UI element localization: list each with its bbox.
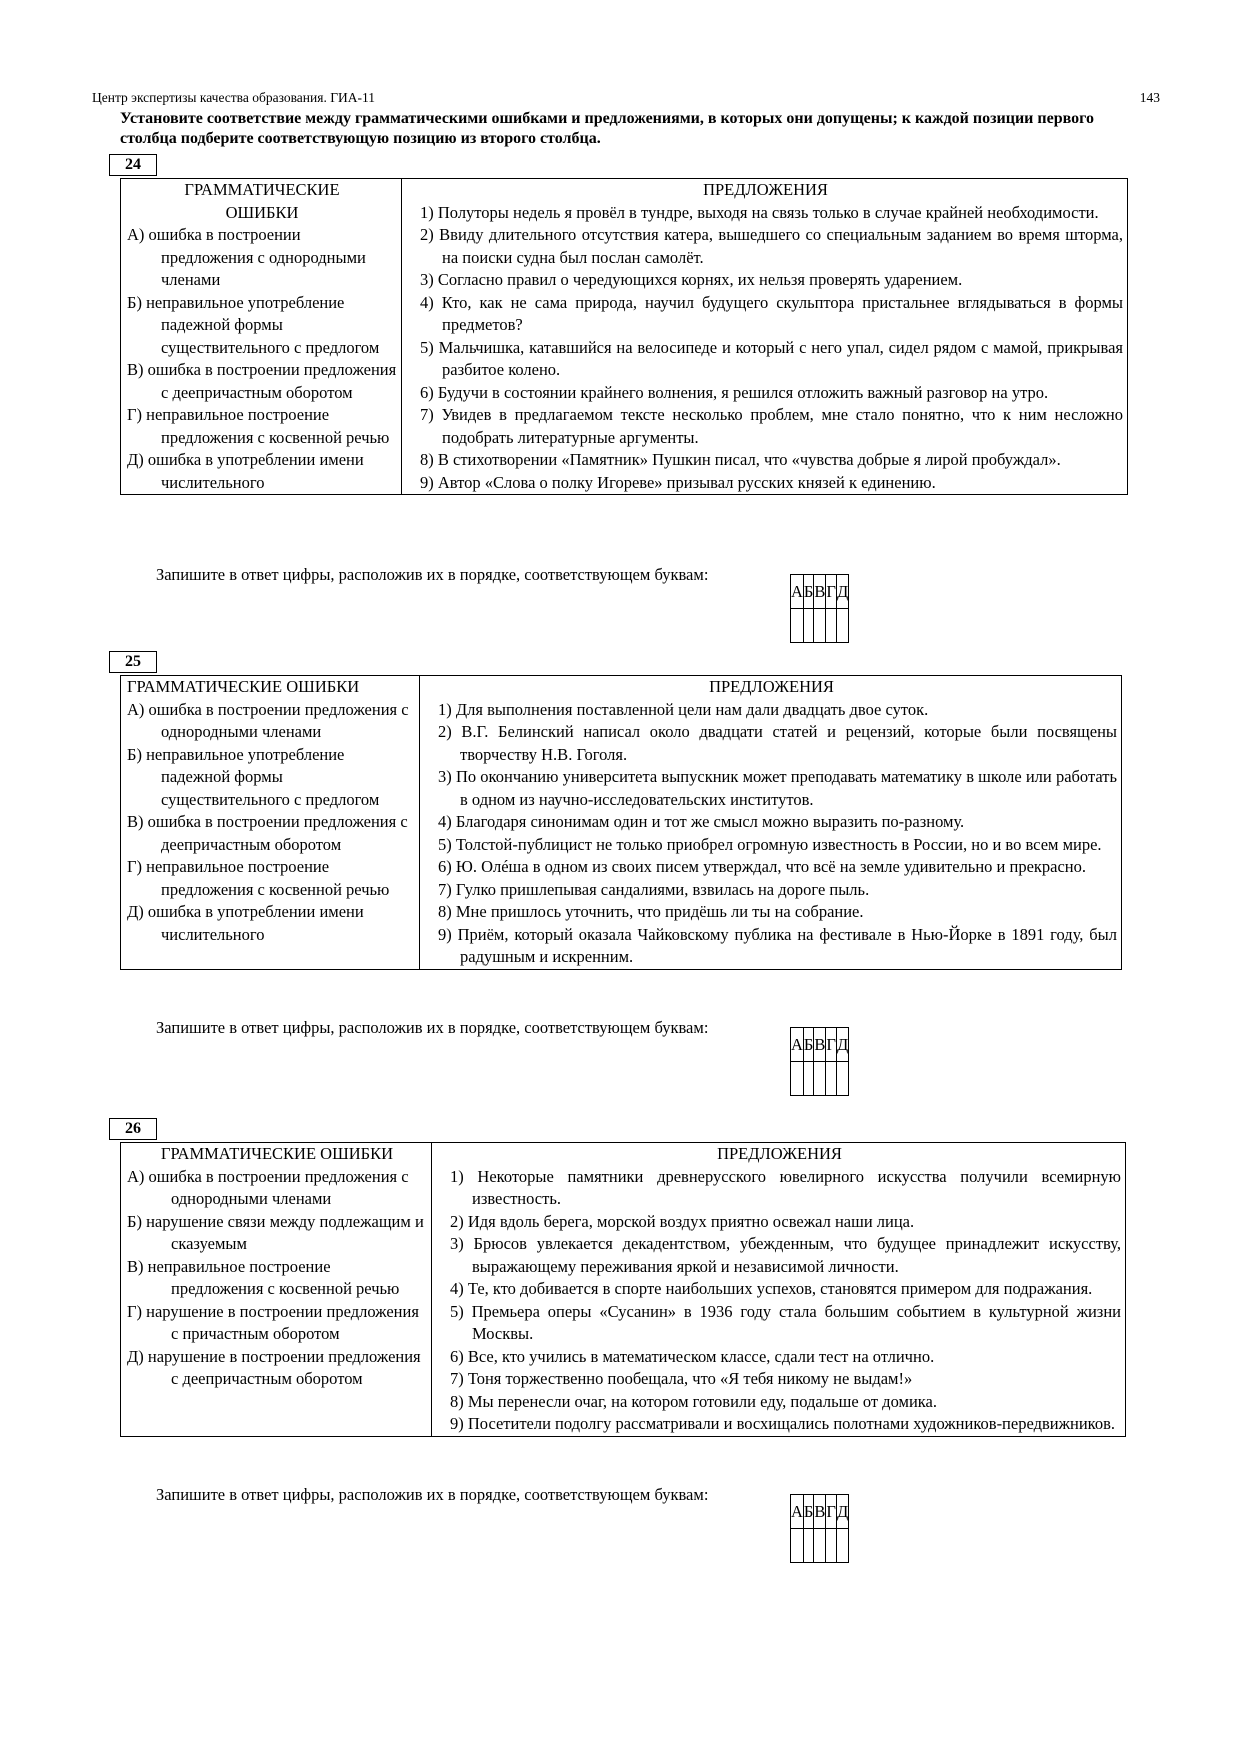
sentence-item: 5) Мальчишка, катавшийся на велосипеде и который с него упал, сидел рядом с мамой, прикрывая разбитое колено. [420,337,1123,379]
sentence-item: 8) Мы перенесли очаг, на котором готовили еду, подальше от домика. [450,1391,937,1411]
answer-prompt: Запишите в ответ цифры, расположив их в порядке, соответствующем буквам: [156,1018,709,1037]
sentences-column [432,1143,1126,1437]
answer-letter: Г [826,1495,837,1529]
answer-cell-v[interactable] [814,1062,826,1096]
sentence-item: 8) В стихотворении «Памятник» Пушкин писал, что «чувства добрые я лирой пробуждал». [420,450,1061,469]
error-item: В) неправильное построение предложения с косвенной речью [127,1256,400,1298]
sentence-item: 1) Некоторые памятники древнерусского ювелирного искусства получили всемирную известность. [450,1166,1121,1208]
errors-column [121,179,402,495]
sentence-item: 2) Идя вдоль берега, морской воздух приятно освежал наши лица. [450,1211,915,1231]
task-instruction: Установите соответствие между грамматическими ошибками и предложениями, в которых они допущены; к каждой позиции первого столбца подберите соответствующую позицию из второго столбца. [120,110,1095,147]
sentence-item: 2) Ввиду длительного отсутствия катера, вышедшего со специальным заданием во время шторма, на поиски судна был послан самолёт. [420,225,1123,267]
error-item: Б) неправильное употребление падежной формы существительного с предлогом [127,292,380,357]
sentence-item: 1) Для выполнения поставленной цели нам дали двадцать двое суток. [438,699,929,719]
errors-column-header: ГРАММАТИЧЕСКИЕ ОШИБКИ [160,1144,394,1163]
error-item: Д) ошибка в употреблении имени числительного [127,902,364,944]
sentence-item: 1) Полуторы недель я провёл в тундре, выходя на связь только в случае крайней необходимости. [420,202,1099,222]
error-item: Г) неправильное построение предложения с косвенной речью [127,405,390,447]
error-item: В) ошибка в построении предложения с деепричастным оборотом [127,360,397,402]
answer-cell-a[interactable] [791,1062,804,1096]
sentences-column [402,179,1128,495]
error-item: Б) неправильное употребление падежной формы существительного с предлогом [127,744,380,809]
answer-cell-g[interactable] [826,1529,837,1563]
sentence-item: 6) Ю. Олéша в одном из своих писем утверждал, что всё на земле удивительно и прекрасно. [438,857,1087,876]
answer-letter: В [814,1495,826,1529]
sentence-item: 4) Те, кто добивается в спорте наибольших успехов, становятся примером для подражания. [450,1279,1093,1298]
errors-column-header: ГРАММАТИЧЕСКИЕ ОШИБКИ [184,180,340,222]
error-item: А) ошибка в построении предложения с однородными членами [127,1166,409,1208]
page-header [92,90,1160,106]
answer-letter: Б [803,1495,813,1529]
answer-letter: Д [836,1495,848,1529]
answer-letter: А [791,575,804,609]
sentences-column-header: ПРЕДЛОЖЕНИЯ [709,677,834,696]
answer-letter: Б [803,1028,813,1062]
answer-letter: Г [826,575,837,609]
answer-cell-b[interactable] [803,1062,813,1096]
sentence-item: 3) По окончанию университета выпускник может преподавать математику в школе или работать в одном из научно-исследовательских институтов. [438,767,1117,809]
answer-letter: В [814,1028,826,1062]
sentence-item: 3) Брюсов увлекается декадентством, убежденным, что будущее принадлежит искусству, выражающему переживания яркой и независимой личности. [450,1234,1121,1276]
page-number: 143 [1139,90,1160,105]
answer-cell-b[interactable] [803,1529,813,1563]
answer-prompt: Запишите в ответ цифры, расположив их в порядке, соответствующем буквам: [156,565,709,584]
answer-grid [790,574,849,643]
answer-cell-a[interactable] [791,609,804,643]
sentence-item: 5) Премьера оперы «Сусанин» в 1936 году стала большим событием в культурной жизни Москвы. [450,1301,1121,1343]
answer-letter: Б [803,575,813,609]
answer-letter: Г [826,1028,837,1062]
answer-cell-a[interactable] [791,1529,804,1563]
matching-table [120,675,1122,970]
sentence-item: 7) Тоня торжественно пообещала, что «Я тебя никому не выдам!» [450,1369,913,1388]
sentence-item: 6) Все, кто учились в математическом классе, сдали тест на отлично. [450,1346,935,1366]
sentences-column [420,676,1122,970]
answer-grid [790,1027,849,1096]
sentence-item: 6) Будучи в состоянии крайнего волнения, я решился отложить важный разговор на утро. [420,382,1049,402]
task-number: 24 [109,154,157,176]
sentence-item: 4) Кто, как не сама природа, научил будущего скульптора пристальнее вглядываться в формы предметов? [420,292,1123,334]
answer-letter: Д [836,575,848,609]
sentence-item: 3) Согласно правил о чередующихся корнях, их нельзя проверять ударением. [420,270,963,289]
answer-letter: А [791,1028,804,1062]
answer-letter: В [814,575,826,609]
error-item: Д) нарушение в построении предложения с деепричастным оборотом [127,1346,421,1388]
sentences-column-header: ПРЕДЛОЖЕНИЯ [717,1144,842,1163]
answer-cell-v[interactable] [814,1529,826,1563]
sentence-item: 2) В.Г. Белинский написал около двадцати статей и рецензий, которые были посвящены творчеству Н.В. Гоголя. [438,722,1117,764]
error-item: Д) ошибка в употреблении имени числительного [127,450,364,492]
answer-cell-g[interactable] [826,609,837,643]
sentences-column-header: ПРЕДЛОЖЕНИЯ [703,180,828,199]
error-item: Г) нарушение в построении предложения с причастным оборотом [127,1301,419,1343]
sentence-item: 4) Благодаря синонимам один и тот же смысл можно выразить по-разному. [438,812,965,831]
errors-column [121,1143,432,1437]
answer-cell-d[interactable] [836,1062,848,1096]
org-name: Центр экспертизы качества образования. ГИА-11 [92,90,375,105]
error-item: А) ошибка в построении предложения с однородными членами [127,699,409,741]
answer-cell-v[interactable] [814,609,826,643]
answer-prompt: Запишите в ответ цифры, расположив их в порядке, соответствующем буквам: [156,1485,709,1504]
matching-table [120,1142,1126,1437]
error-item: Г) неправильное построение предложения с косвенной речью [127,857,390,899]
answer-cell-d[interactable] [836,1529,848,1563]
answer-letter: Д [836,1028,848,1062]
error-item: Б) нарушение связи между подлежащим и сказуемым [127,1211,424,1253]
sentence-item: 9) Посетители подолгу рассматривали и восхищались полотнами художников-передвижников. [450,1414,1115,1433]
error-item: А) ошибка в построении предложения с однородными членами [127,225,366,289]
errors-column-header: ГРАММАТИЧЕСКИЕ ОШИБКИ [127,677,360,696]
sentence-item: 5) Толстой-публицист не только приобрел огромную известность в России, но и во всем мире. [438,834,1102,854]
answer-cell-g[interactable] [826,1062,837,1096]
sentence-item: 8) Мне пришлось уточнить, что придёшь ли ты на собрание. [438,902,864,921]
task-number: 26 [109,1118,157,1140]
task-number: 25 [109,651,157,673]
sentence-item: 9) Приём, который оказала Чайковскому публика на фестивале в Нью-Йорке в 1891 году, был радушным и искренним. [438,924,1117,966]
answer-grid [790,1494,849,1563]
sentence-item: 7) Гулко пришлепывая сандалиями, взвилась на дороге пыль. [438,879,870,899]
error-item: В) ошибка в построении предложения с деепричастным оборотом [127,812,408,854]
answer-letter: А [791,1495,804,1529]
answer-cell-b[interactable] [803,609,813,643]
matching-table [120,178,1128,495]
sentence-item: 9) Автор «Слова о полку Игореве» призывал русских князей к единению. [420,472,936,492]
answer-cell-d[interactable] [836,609,848,643]
errors-column [121,676,420,970]
sentence-item: 7) Увидев в предлагаемом тексте несколько проблем, мне стало понятно, что к ним несложно подобрать литературные аргументы. [420,405,1123,447]
